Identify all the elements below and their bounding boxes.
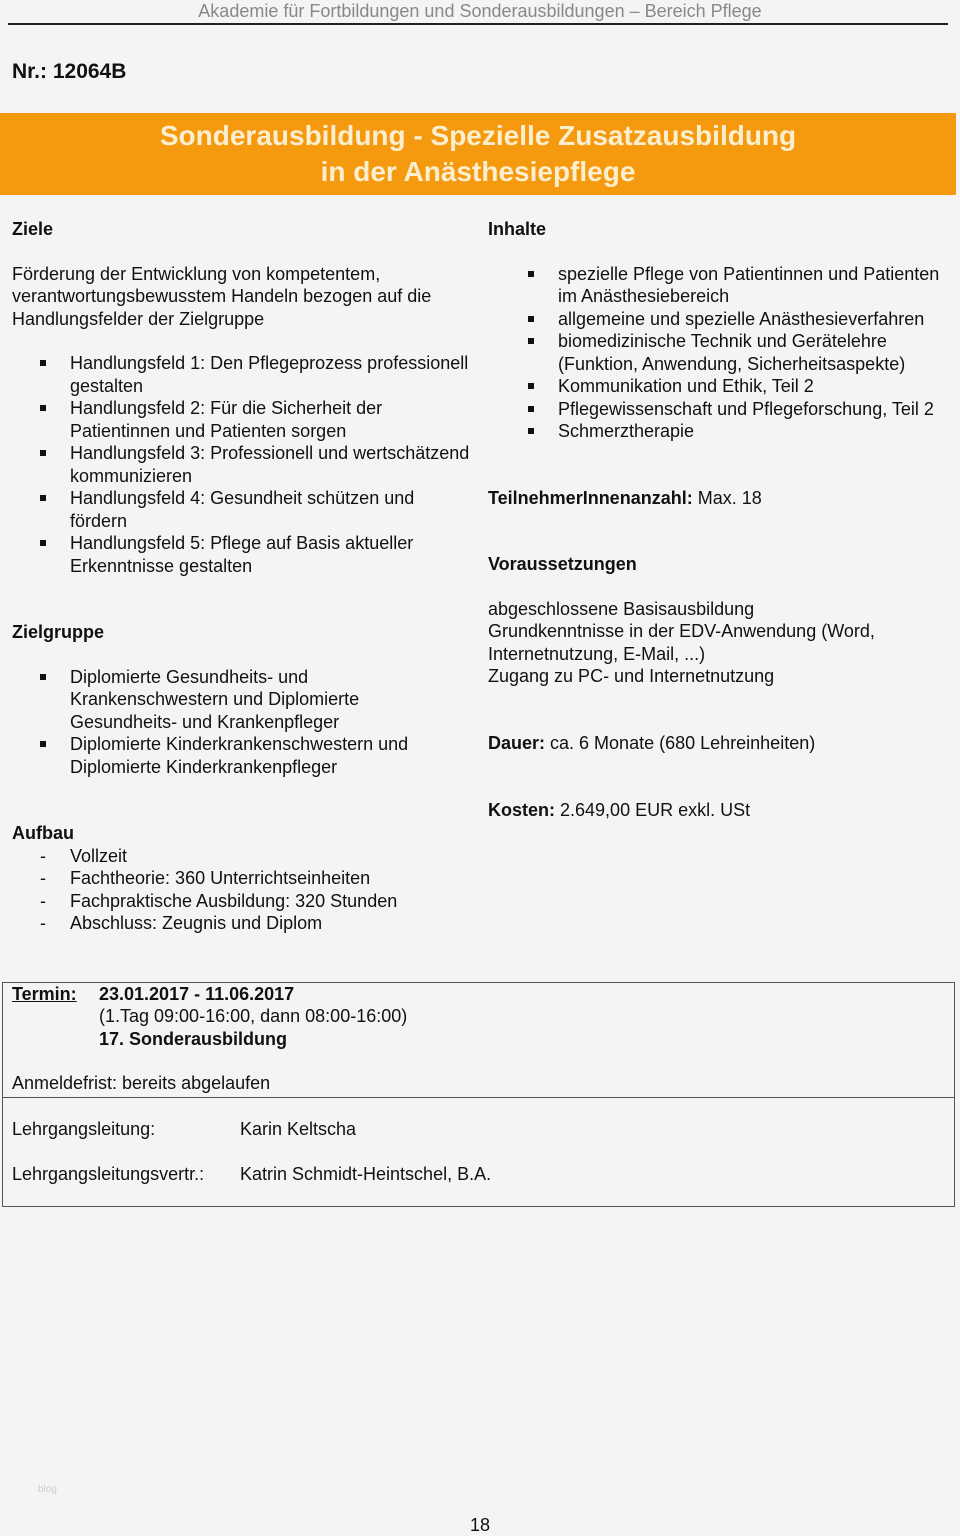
ziele-heading: Ziele — [12, 219, 54, 239]
termin-date: 23.01.2017 - 11.06.2017 — [99, 984, 295, 1004]
right-column — [488, 218, 948, 822]
leitung-vertr-value: Katrin Schmidt-Heintschel, B.A. — [240, 1164, 492, 1184]
list-item: Diplomierte Kinderkrankenschwestern und Diplomierte Kinderkrankenpfleger — [0, 733, 420, 778]
list-item: - Abschluss: Zeugnis und Diplom — [0, 912, 472, 935]
list-item: - Vollzeit — [0, 845, 472, 868]
ziele-list — [0, 352, 472, 577]
voraussetzungen-heading: Voraussetzungen — [488, 554, 637, 574]
voraussetzung-2: Grundkenntnisse in der EDV-Anwendung (Word, Internetnutzung, E-Mail, ...) — [488, 621, 875, 664]
list-item: - Fachpraktische Ausbildung: 320 Stunden — [0, 890, 472, 913]
dauer-label: Dauer: — [488, 732, 546, 753]
header-rule — [8, 23, 948, 25]
list-item: Handlungsfeld 3: Professionell und wertschätzend kommunizieren — [0, 442, 472, 487]
ziele-intro: Förderung der Entwicklung von kompetentem, verantwortungsbewusstem Handeln bezogen auf die Handlungsfelder der Zielgruppe — [12, 263, 432, 329]
list-item: allgemeine und spezielle Anästhesieverfahren — [488, 308, 948, 331]
voraussetzung-1: abgeschlossene Basisausbildung — [488, 598, 755, 619]
title-banner — [0, 113, 956, 195]
leitung-vertr-label: Lehrgangsleitungsvertr.: — [12, 1164, 205, 1184]
title-line-2: in der Anästhesiepflege — [320, 156, 636, 187]
voraussetzung-3: Zugang zu PC- und Internetnutzung — [488, 666, 775, 686]
inhalte-list — [488, 263, 948, 443]
dauer — [488, 732, 948, 755]
list-item: Kommunikation und Ethik, Teil 2 — [488, 375, 948, 398]
zielgruppe-heading: Zielgruppe — [12, 622, 105, 642]
list-item: - Fachtheorie: 360 Unterrichtseinheiten — [0, 867, 472, 890]
anmeldefrist: Anmeldefrist: bereits abgelaufen — [12, 1073, 271, 1093]
dauer-value: ca. 6 Monate (680 Lehreinheiten) — [550, 732, 816, 753]
leitung-label: Lehrgangsleitung: — [12, 1119, 156, 1139]
zielgruppe-list — [0, 666, 420, 779]
inhalte-heading: Inhalte — [488, 219, 547, 239]
termin-times: (1.Tag 09:00-16:00, dann 08:00-16:00) — [99, 1006, 408, 1026]
list-item: Handlungsfeld 5: Pflege auf Basis aktueller Erkenntnisse gestalten — [0, 532, 472, 577]
kosten-label: Kosten: — [488, 800, 555, 820]
list-item: Handlungsfeld 4: Gesundheit schützen und fördern — [0, 487, 472, 532]
title-line-1: Sonderausbildung - Spezielle Zusatzausbildung — [159, 120, 797, 151]
leitung-value: Karin Keltscha — [240, 1119, 357, 1139]
list-item: Handlungsfeld 1: Den Pflegeprozess professionell gestalten — [0, 352, 472, 397]
left-column — [12, 218, 472, 935]
watermark: blog — [38, 1484, 57, 1495]
list-item: Pflegewissenschaft und Pflegeforschung, Teil 2 — [488, 398, 948, 421]
aufbau-list — [0, 845, 472, 935]
list-item: Diplomierte Gesundheits- und Krankenschwestern und Diplomierte Gesundheits- und Krankenpfleger — [0, 666, 420, 734]
list-item: spezielle Pflege von Patientinnen und Patienten im Anästhesiebereich — [488, 263, 948, 308]
kosten — [488, 799, 948, 822]
page-header: Akademie für Fortbildungen und Sonderausbildungen – Bereich Pflege — [198, 1, 762, 21]
aufbau-heading: Aufbau — [12, 823, 74, 843]
kosten-value: 2.649,00 EUR exkl. USt — [560, 800, 751, 820]
course-number: Nr.: 12064B — [12, 60, 127, 83]
termin-divider — [2, 1097, 955, 1098]
teilnehmer — [488, 487, 948, 510]
teilnehmer-value: Max. 18 — [697, 487, 762, 508]
list-item: biomedizinische Technik und Gerätelehre (Funktion, Anwendung, Sicherheitsaspekte) — [488, 330, 948, 375]
teilnehmer-label: TeilnehmerInnenanzahl: — [488, 487, 693, 508]
termin-edition: 17. Sonderausbildung — [99, 1029, 288, 1049]
page-number: 18 — [469, 1515, 491, 1535]
list-item: Schmerztherapie — [488, 420, 948, 443]
list-item: Handlungsfeld 2: Für die Sicherheit der Patientinnen und Patienten sorgen — [0, 397, 472, 442]
termin-label: Termin: — [12, 984, 77, 1004]
